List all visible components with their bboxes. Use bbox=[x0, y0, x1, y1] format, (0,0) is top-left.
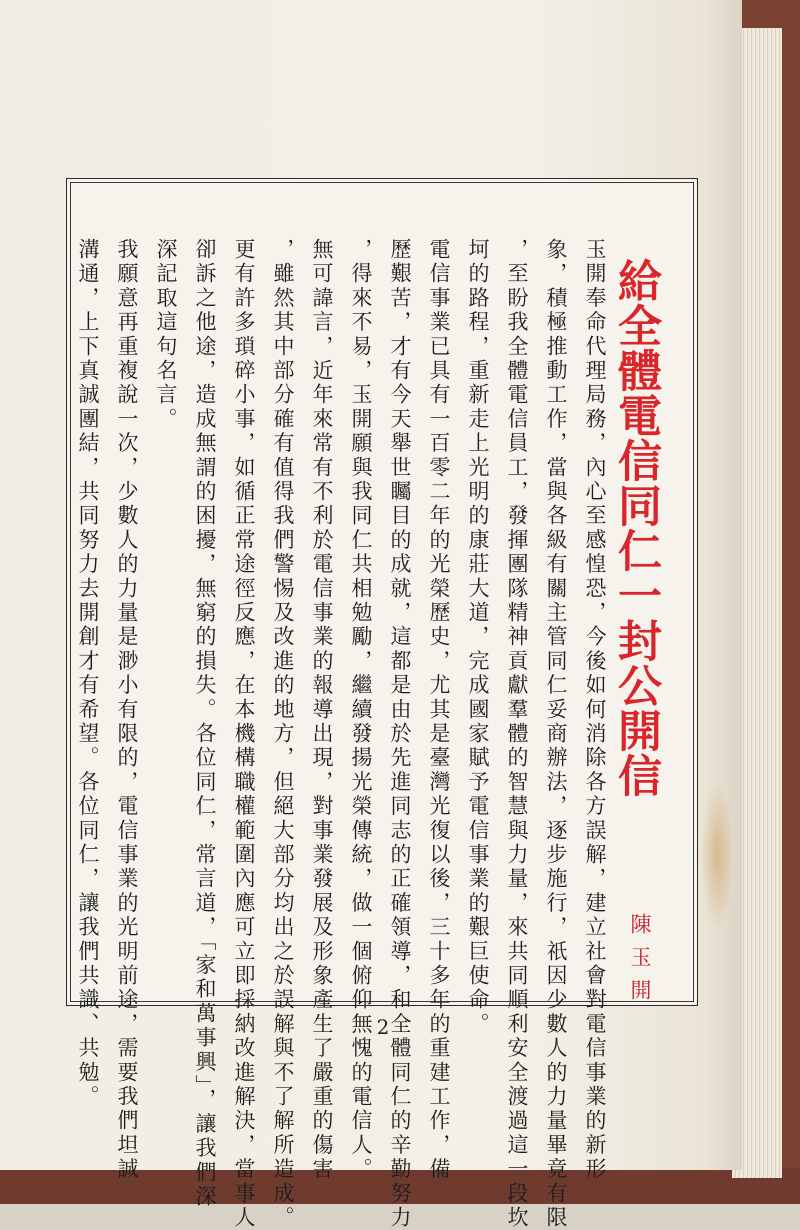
letter-column-13: 我願意再重複說一次，少數人的力量是渺小有限的，電信事業的光明前途，需要我們坦誠 bbox=[115, 238, 139, 1182]
letter-column-2: 象，積極推動工作，當與各級有關主管同仁妥商辦法，逐步施行，祇因少數人的力量畢竟有限 bbox=[544, 238, 568, 1230]
letter-title: 給全體電信同仁一封公開信 bbox=[610, 258, 661, 798]
letter-column-3: ，至盼我全體電信員工，發揮團隊精神貢獻羣體的智慧與力量，來共同順利安全渡過這一段坎 bbox=[505, 238, 529, 1230]
letter-column-1: 玉開奉命代理局務，內心至感惶恐，今後如何消除各方誤解，建立社會對電信事業的新形 bbox=[583, 238, 607, 1182]
letter-column-10: 更有許多瑣碎小事，如循正常途徑反應，在本機構職權範圍內應可立即採納改進解決，當事人 bbox=[232, 238, 256, 1230]
letter-column-8: 無可諱言，近年來常有不利於電信事業的報導出現，對事業發展及形象產生了嚴重的傷害 bbox=[310, 238, 334, 1182]
letter-column-11: 卻訴之他途，造成無謂的困擾，無窮的損失。各位同仁，常言道，「家和萬事興」，讓我們深 bbox=[193, 238, 217, 1210]
letter-column-12: 深記取這句名言。 bbox=[154, 238, 178, 432]
page-stain bbox=[700, 780, 734, 930]
letter-column-7: ，得來不易，玉開願與我同仁共相勉勵，繼續發揚光榮傳統，做一個俯仰無愧的電信人。 bbox=[349, 238, 373, 1182]
letter-column-9: ，雖然其中部分確有值得我們警惕及改進的地方，但絕大部分均出之於誤解與不了解所造成。 bbox=[271, 238, 295, 1230]
letter-column-6: 歷艱苦，才有今天舉世矚目的成就，這都是由於先進同志的正確領導，和全體同仁的辛勤努力 bbox=[388, 238, 412, 1230]
letter-column-14: 溝通，上下真誠團結，共同努力去開創才有希望。各位同仁，讓我們共識、共勉。 bbox=[76, 238, 100, 1110]
page-number: 2 bbox=[376, 1015, 390, 1039]
letter-column-4: 坷的路程，重新走上光明的康莊大道，完成國家賦予電信事業的艱巨使命。 bbox=[466, 238, 490, 1037]
letter-column-5: 電信事業已具有一百零二年的光榮歷史，尤其是臺灣光復以後，三十多年的重建工作，備 bbox=[427, 238, 451, 1182]
letter-author: 陳玉開 bbox=[628, 913, 652, 1012]
